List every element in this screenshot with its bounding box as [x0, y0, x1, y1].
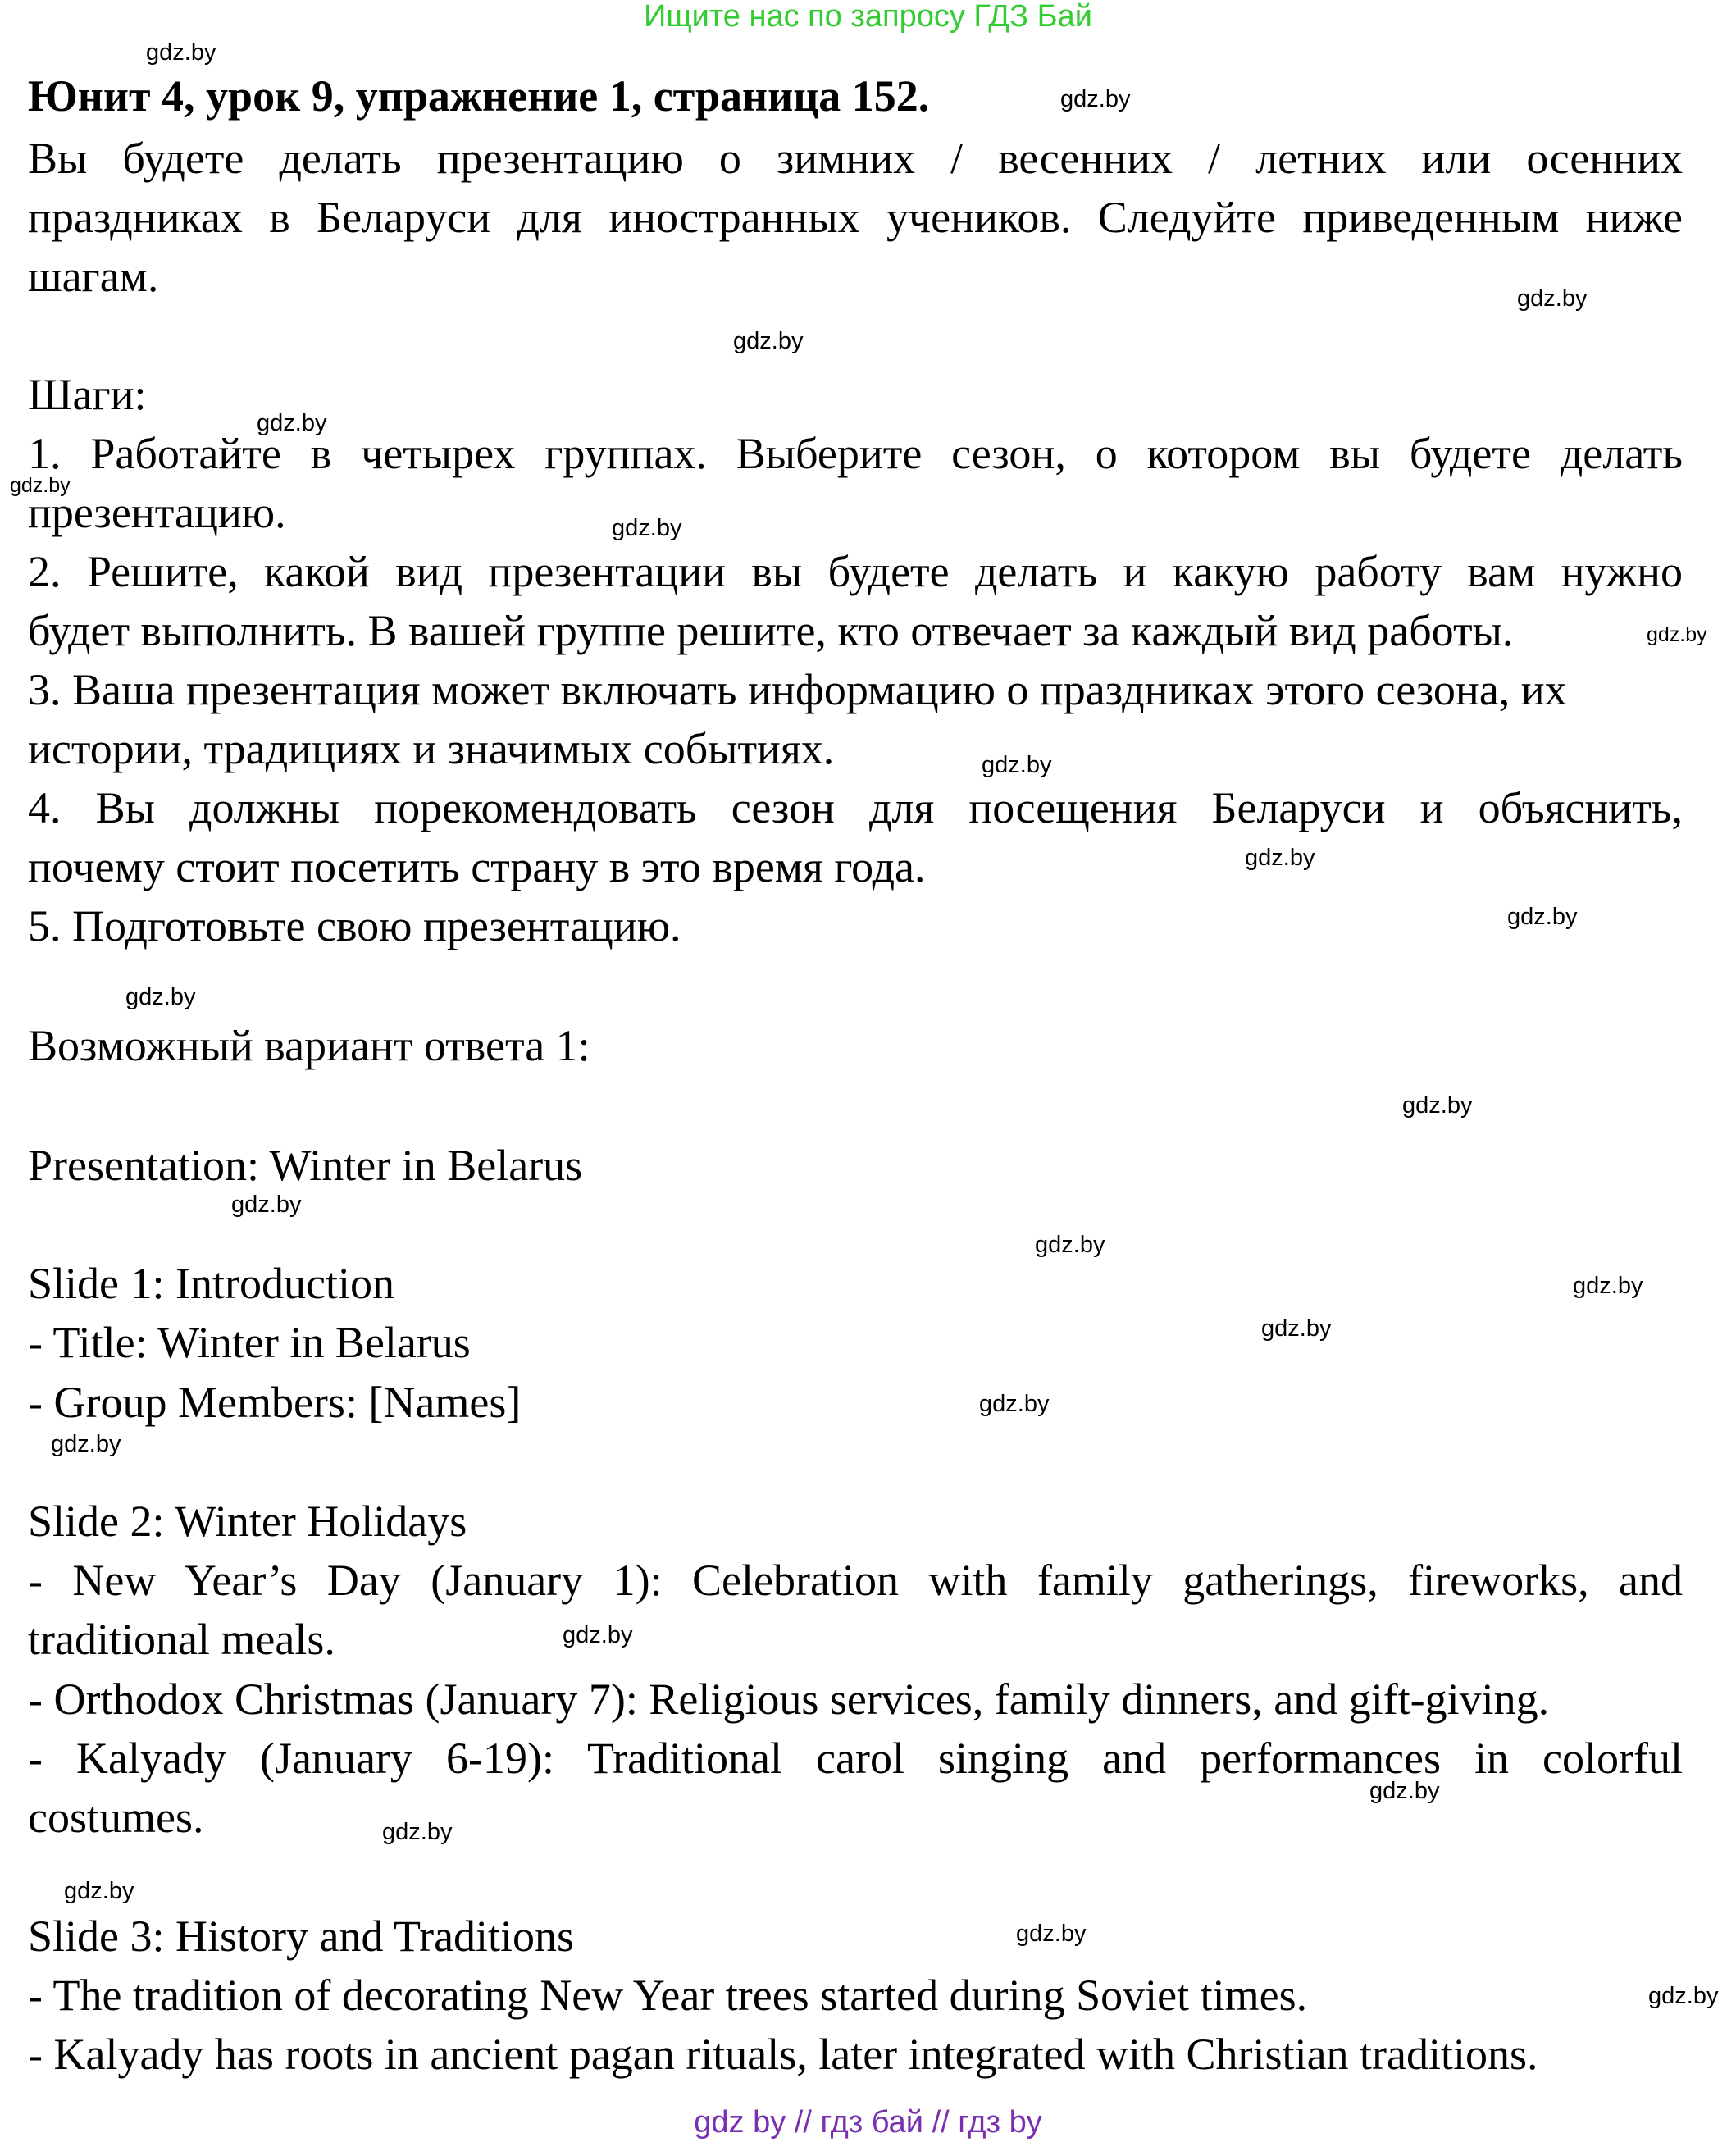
- watermark: gdz.by: [1261, 1315, 1332, 1342]
- slide-item: - Kalyady has roots in ancient pagan rituals, later integrated with Christian traditions.: [28, 2030, 1538, 2079]
- watermark: gdz.by: [1402, 1092, 1473, 1119]
- watermark: gdz.by: [563, 1622, 633, 1648]
- watermark: gdz.by: [612, 515, 682, 541]
- watermark: gdz.by: [1035, 1232, 1105, 1258]
- watermark: gdz.by: [125, 984, 196, 1010]
- watermark: gdz.by: [1016, 1921, 1087, 1947]
- watermark: gdz.by: [382, 1819, 453, 1845]
- step-line: 2. Решите, какой вид презентации вы будете делать и какую работу вам нужно: [28, 547, 1683, 596]
- footer-links: gdz by // гдз бай // гдз by: [694, 2105, 1042, 2140]
- step-line: 1. Работайте в четырех группах. Выберите сезон, о котором вы будете делать: [28, 429, 1683, 478]
- watermark: gdz.by: [257, 410, 327, 436]
- slide-item: - The tradition of decorating New Year trees started during Soviet times.: [28, 1971, 1308, 2020]
- watermark: gdz.by: [1245, 845, 1315, 871]
- watermark: gdz.by: [146, 39, 216, 66]
- intro-line: Вы будете делать презентацию о зимних / весенних / летних или осенних: [28, 134, 1683, 183]
- watermark: gdz.by: [51, 1431, 121, 1457]
- watermark: gdz.by: [733, 328, 804, 354]
- watermark: gdz.by: [64, 1878, 134, 1904]
- watermark: gdz.by: [1060, 86, 1131, 112]
- presentation-title: Presentation: Winter in Belarus: [28, 1141, 583, 1190]
- watermark: gdz.by: [1369, 1778, 1440, 1804]
- step-line: презентацию.: [28, 488, 286, 537]
- page-title: Юнит 4, урок 9, упражнение 1, страница 152.: [28, 71, 930, 121]
- watermark: gdz.by: [1507, 904, 1578, 930]
- watermark: gdz.by: [1517, 285, 1588, 312]
- step-line: 3. Ваша презентация может включать информацию о праздниках этого сезона, их: [28, 665, 1567, 714]
- slide-heading: Slide 2: Winter Holidays: [28, 1497, 467, 1546]
- step-line: 5. Подготовьте свою презентацию.: [28, 901, 681, 950]
- watermark: gdz.by: [231, 1192, 302, 1218]
- slide-item: - New Year’s Day (January 1): Celebration with family gatherings, fireworks, and: [28, 1556, 1683, 1605]
- watermark: gdz.by: [10, 474, 71, 497]
- slide-heading: Slide 3: History and Traditions: [28, 1912, 575, 1961]
- step-line: 4. Вы должны порекомендовать сезон для посещения Беларуси и объяснить,: [28, 783, 1683, 832]
- slide-item: traditional meals.: [28, 1615, 335, 1664]
- slide-heading: Slide 1: Introduction: [28, 1259, 394, 1308]
- answer-heading: Возможный вариант ответа 1:: [28, 1021, 590, 1070]
- slide-item: - Orthodox Christmas (January 7): Religious services, family dinners, and gift-giving.: [28, 1675, 1550, 1724]
- watermark: gdz.by: [979, 1391, 1050, 1417]
- step-line: почему стоит посетить страну в это время года.: [28, 842, 926, 891]
- slide-item: - Kalyady (January 6-19): Traditional carol singing and performances in colorful: [28, 1734, 1683, 1783]
- top-banner: Ищите нас по запросу ГДЗ Бай: [644, 0, 1092, 34]
- intro-line: шагам.: [28, 252, 159, 301]
- slide-item: - Group Members: [Names]: [28, 1378, 522, 1427]
- watermark: gdz.by: [1647, 623, 1707, 646]
- step-line: будет выполнить. В вашей группе решите, кто отвечает за каждый вид работы.: [28, 606, 1514, 655]
- steps-heading: Шаги:: [28, 370, 147, 419]
- watermark: gdz.by: [1573, 1273, 1643, 1299]
- slide-item: - Title: Winter in Belarus: [28, 1318, 471, 1367]
- slide-item: costumes.: [28, 1793, 204, 1842]
- watermark: gdz.by: [982, 752, 1052, 778]
- watermark: gdz.by: [1648, 1983, 1719, 2009]
- intro-line: праздниках в Беларуси для иностранных учеников. Следуйте приведенным ниже: [28, 193, 1683, 242]
- step-line: истории, традициях и значимых событиях.: [28, 724, 835, 773]
